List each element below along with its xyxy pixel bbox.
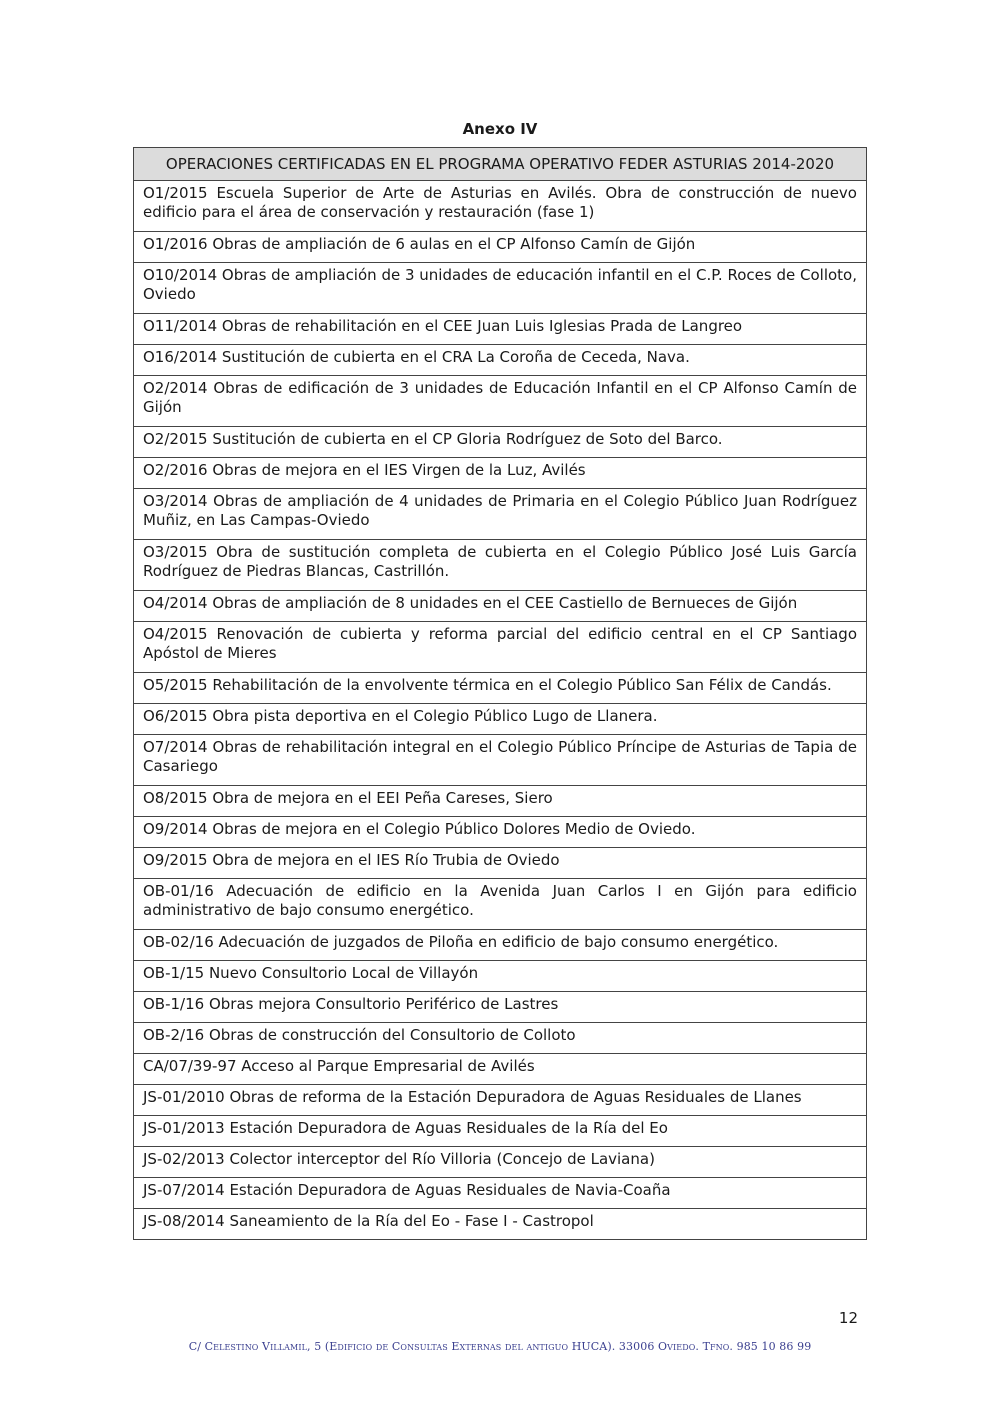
table-cell: O2/2016 Obras de mejora en el IES Virgen de la Luz, Avilés bbox=[134, 458, 867, 489]
table-cell: O6/2015 Obra pista deportiva en el Colegio Público Lugo de Llanera. bbox=[134, 704, 867, 735]
table-cell: OB-1/15 Nuevo Consultorio Local de Villayón bbox=[134, 961, 867, 992]
table-cell: OB-02/16 Adecuación de juzgados de Piloña en edificio de bajo consumo energético. bbox=[134, 930, 867, 961]
table-cell: O8/2015 Obra de mejora en el EEI Peña Careses, Siero bbox=[134, 786, 867, 817]
table-row bbox=[134, 735, 867, 786]
table-cell: O2/2015 Sustitución de cubierta en el CP Gloria Rodríguez de Soto del Barco. bbox=[134, 427, 867, 458]
table-cell: O10/2014 Obras de ampliación de 3 unidades de educación infantil en el C.P. Roces de Colloto, Oviedo bbox=[134, 263, 867, 314]
table-row bbox=[134, 992, 867, 1023]
table-cell: O3/2015 Obra de sustitución completa de cubierta en el Colegio Público José Luis García Rodríguez de Piedras Blancas, Castrillón. bbox=[134, 540, 867, 591]
table-row bbox=[134, 673, 867, 704]
page-number: 12 bbox=[838, 1309, 858, 1327]
table-cell: O3/2014 Obras de ampliación de 4 unidades de Primaria en el Colegio Público Juan Rodríguez Muñiz, en Las Campas-Oviedo bbox=[134, 489, 867, 540]
table-cell: JS-02/2013 Colector interceptor del Río Villoria (Concejo de Laviana) bbox=[134, 1147, 867, 1178]
table-row bbox=[134, 704, 867, 735]
table-cell: JS-01/2013 Estación Depuradora de Aguas Residuales de la Ría del Eo bbox=[134, 1116, 867, 1147]
table-cell: O16/2014 Sustitución de cubierta en el CRA La Coroña de Ceceda, Nava. bbox=[134, 345, 867, 376]
table-row bbox=[134, 622, 867, 673]
table-cell: O1/2015 Escuela Superior de Arte de Asturias en Avilés. Obra de construcción de nuevo edificio para el área de conservación y restauración (fase 1) bbox=[134, 181, 867, 232]
footer-address: C/ Celestino Villamil, 5 (Edificio de Consultas Externas del antiguo HUCA). 33006 Oviedo. Tfno. 985 10 86 99 bbox=[188, 1340, 812, 1353]
table-row bbox=[134, 181, 867, 232]
table-row bbox=[134, 1178, 867, 1209]
table-cell: O4/2015 Renovación de cubierta y reforma parcial del edificio central en el CP Santiago Apóstol de Mieres bbox=[134, 622, 867, 673]
table-row bbox=[134, 930, 867, 961]
table-row bbox=[134, 427, 867, 458]
table-row bbox=[134, 1147, 867, 1178]
table-cell: O11/2014 Obras de rehabilitación en el CEE Juan Luis Iglesias Prada de Langreo bbox=[134, 314, 867, 345]
table-row bbox=[134, 848, 867, 879]
table-row bbox=[134, 345, 867, 376]
table-cell: O4/2014 Obras de ampliación de 8 unidades en el CEE Castiello de Bernueces de Gijón bbox=[134, 591, 867, 622]
table-cell: O2/2014 Obras de edificación de 3 unidades de Educación Infantil en el CP Alfonso Camín de Gijón bbox=[134, 376, 867, 427]
table-cell: OB-2/16 Obras de construcción del Consultorio de Colloto bbox=[134, 1023, 867, 1054]
table-row bbox=[134, 489, 867, 540]
table-cell: JS-08/2014 Saneamiento de la Ría del Eo - Fase I - Castropol bbox=[134, 1209, 867, 1240]
table-row bbox=[134, 786, 867, 817]
table-cell: CA/07/39-97 Acceso al Parque Empresarial de Avilés bbox=[134, 1054, 867, 1085]
table-row bbox=[134, 376, 867, 427]
table-row bbox=[134, 817, 867, 848]
table-cell: O7/2014 Obras de rehabilitación integral en el Colegio Público Príncipe de Asturias de Tapia de Casariego bbox=[134, 735, 867, 786]
document-title: Anexo IV bbox=[462, 120, 538, 138]
operations-table bbox=[133, 147, 867, 1240]
table-row bbox=[134, 1054, 867, 1085]
table-row bbox=[134, 232, 867, 263]
table-row bbox=[134, 1023, 867, 1054]
table-cell: O1/2016 Obras de ampliación de 6 aulas en el CP Alfonso Camín de Gijón bbox=[134, 232, 867, 263]
table-cell: O9/2014 Obras de mejora en el Colegio Público Dolores Medio de Oviedo. bbox=[134, 817, 867, 848]
table-row bbox=[134, 1085, 867, 1116]
table-row bbox=[134, 314, 867, 345]
table-header-row bbox=[134, 148, 867, 181]
table-cell: O5/2015 Rehabilitación de la envolvente térmica en el Colegio Público San Félix de Candás. bbox=[134, 673, 867, 704]
table-row bbox=[134, 263, 867, 314]
table-row bbox=[134, 591, 867, 622]
table-row bbox=[134, 1209, 867, 1240]
table-cell: OB-01/16 Adecuación de edificio en la Avenida Juan Carlos I en Gijón para edificio administrativo de bajo consumo energético. bbox=[134, 879, 867, 930]
table-cell: JS-07/2014 Estación Depuradora de Aguas Residuales de Navia-Coaña bbox=[134, 1178, 867, 1209]
table-cell: OB-1/16 Obras mejora Consultorio Periférico de Lastres bbox=[134, 992, 867, 1023]
table-cell: O9/2015 Obra de mejora en el IES Río Trubia de Oviedo bbox=[134, 848, 867, 879]
table-row bbox=[134, 458, 867, 489]
table-row bbox=[134, 879, 867, 930]
table-header: OPERACIONES CERTIFICADAS EN EL PROGRAMA OPERATIVO FEDER ASTURIAS 2014-2020 bbox=[134, 148, 867, 181]
table-row bbox=[134, 961, 867, 992]
table-row bbox=[134, 540, 867, 591]
table-row bbox=[134, 1116, 867, 1147]
table-cell: JS-01/2010 Obras de reforma de la Estación Depuradora de Aguas Residuales de Llanes bbox=[134, 1085, 867, 1116]
